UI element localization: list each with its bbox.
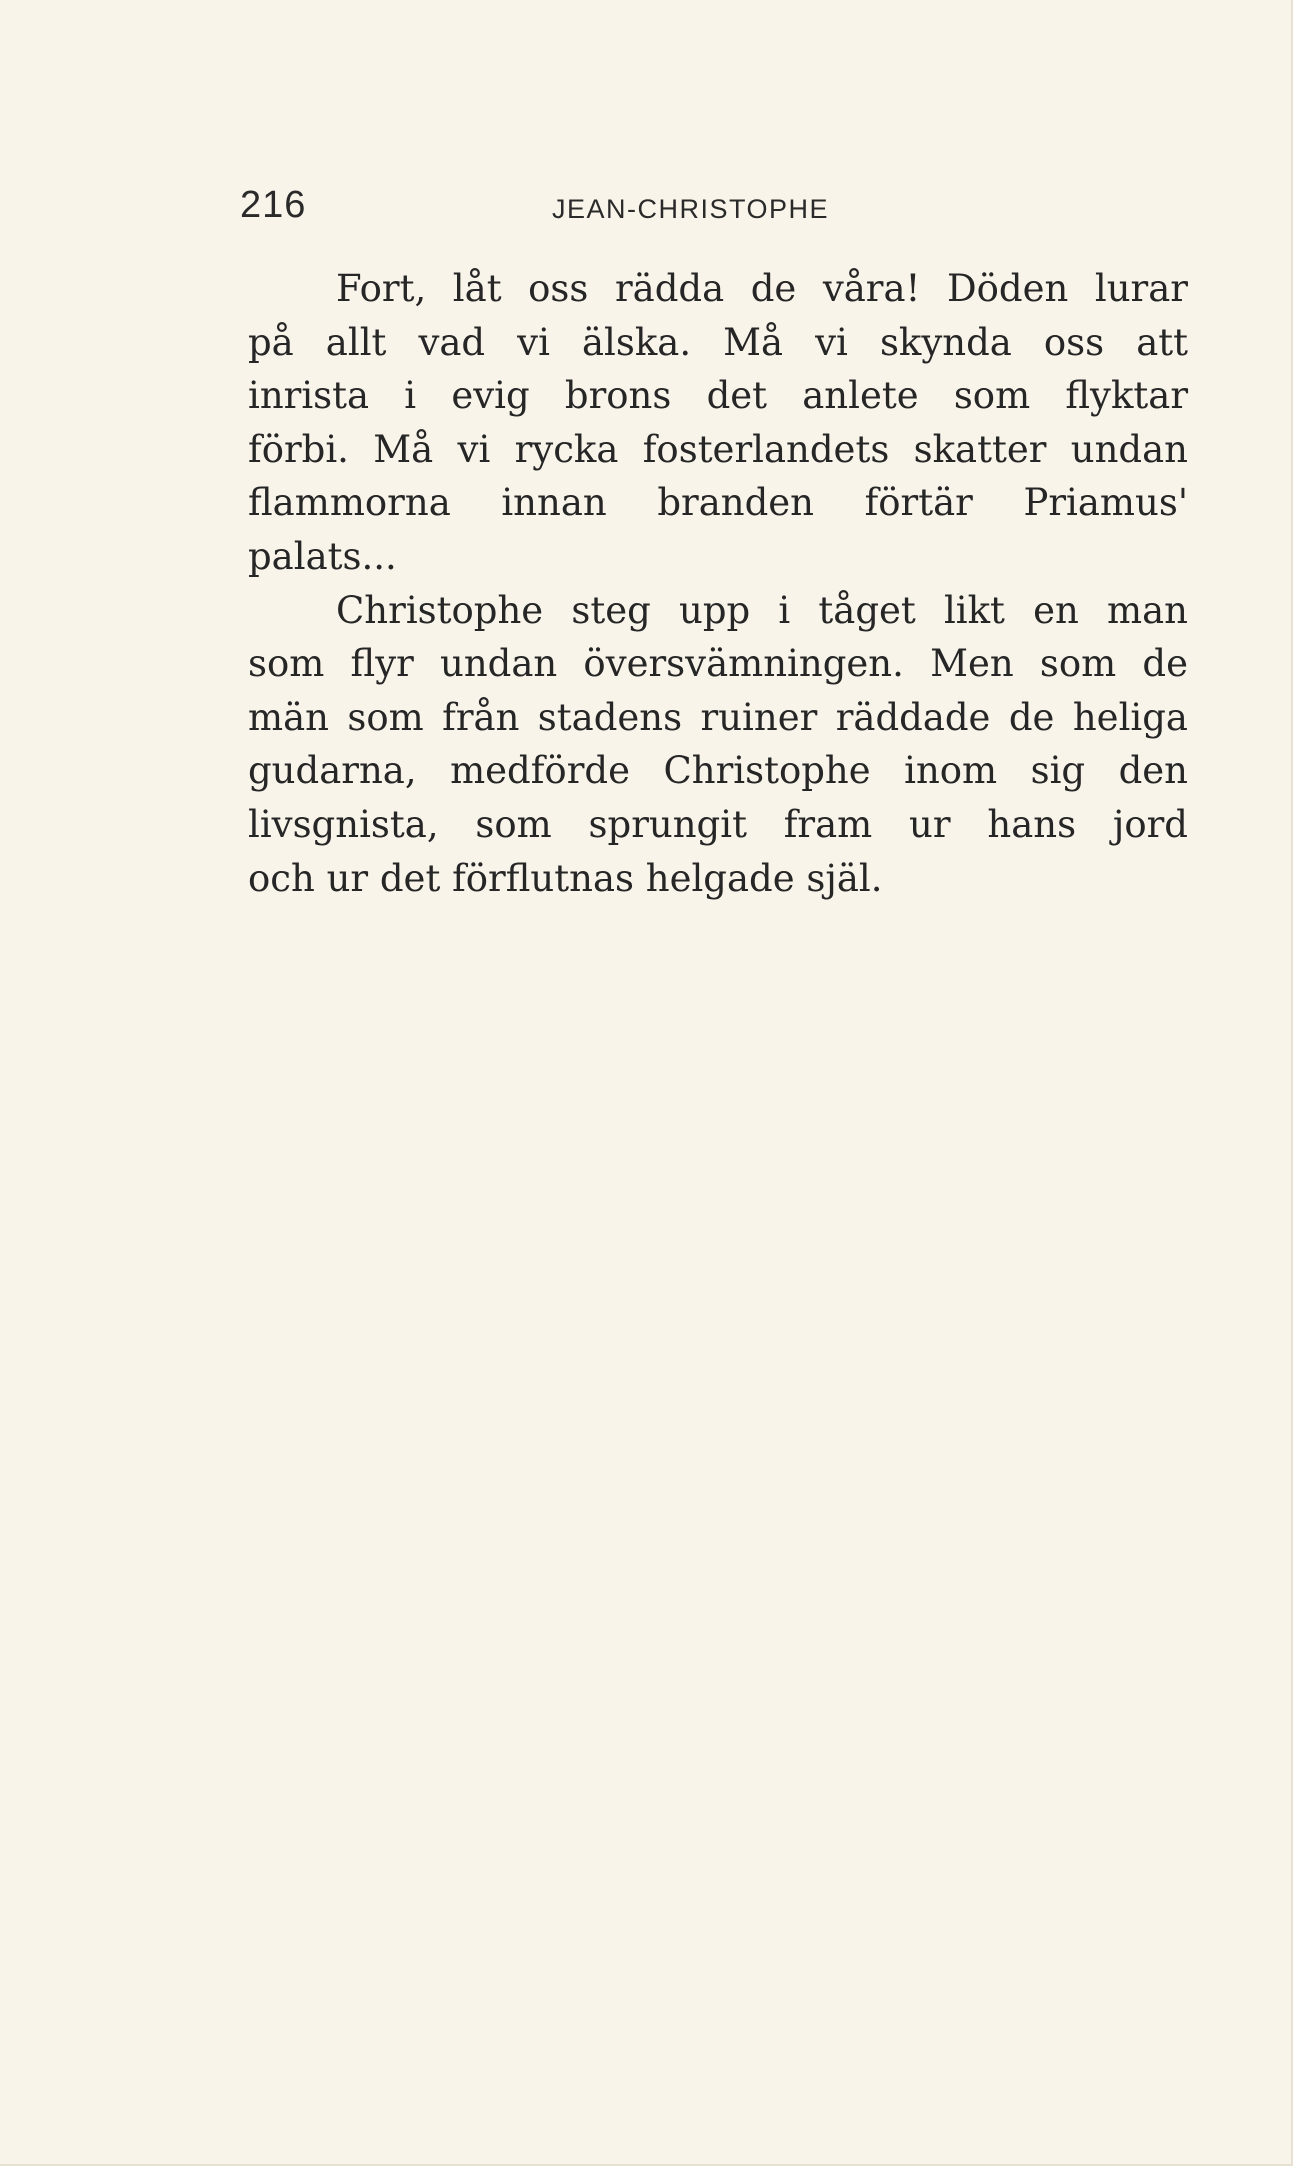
text-line: som flyr undan översvämningen. Men som de — [248, 642, 1188, 686]
paragraph — [248, 584, 1188, 906]
body-text — [248, 262, 1188, 905]
running-title: JEAN-CHRISTOPHE — [552, 194, 830, 224]
paragraph — [248, 262, 1188, 584]
page-number: 216 — [240, 184, 307, 226]
text-line: på allt vad vi älska. Må vi skynda oss att — [248, 320, 1188, 364]
text-line: Fort, låt oss rädda de våra! Döden lurar — [336, 267, 1188, 310]
text-line: inrista i evig brons det anlete som flyktar — [248, 374, 1188, 418]
text-line: livsgnista, som sprungit fram ur hans jord — [248, 802, 1188, 846]
text-line: och ur det förflutnas helgade själ. — [248, 856, 883, 900]
text-line: män som från stadens ruiner räddade de heliga — [248, 695, 1188, 739]
running-head — [240, 180, 1183, 240]
text-line: palats... — [248, 534, 397, 578]
text-line: Christophe steg upp i tåget likt en man — [336, 588, 1188, 632]
text-line: gudarna, medförde Christophe inom sig den — [248, 749, 1188, 793]
text-line: flammorna innan branden förtär Priamus' — [248, 481, 1188, 525]
text-line: förbi. Må vi rycka fosterlandets skatter undan — [248, 427, 1188, 471]
